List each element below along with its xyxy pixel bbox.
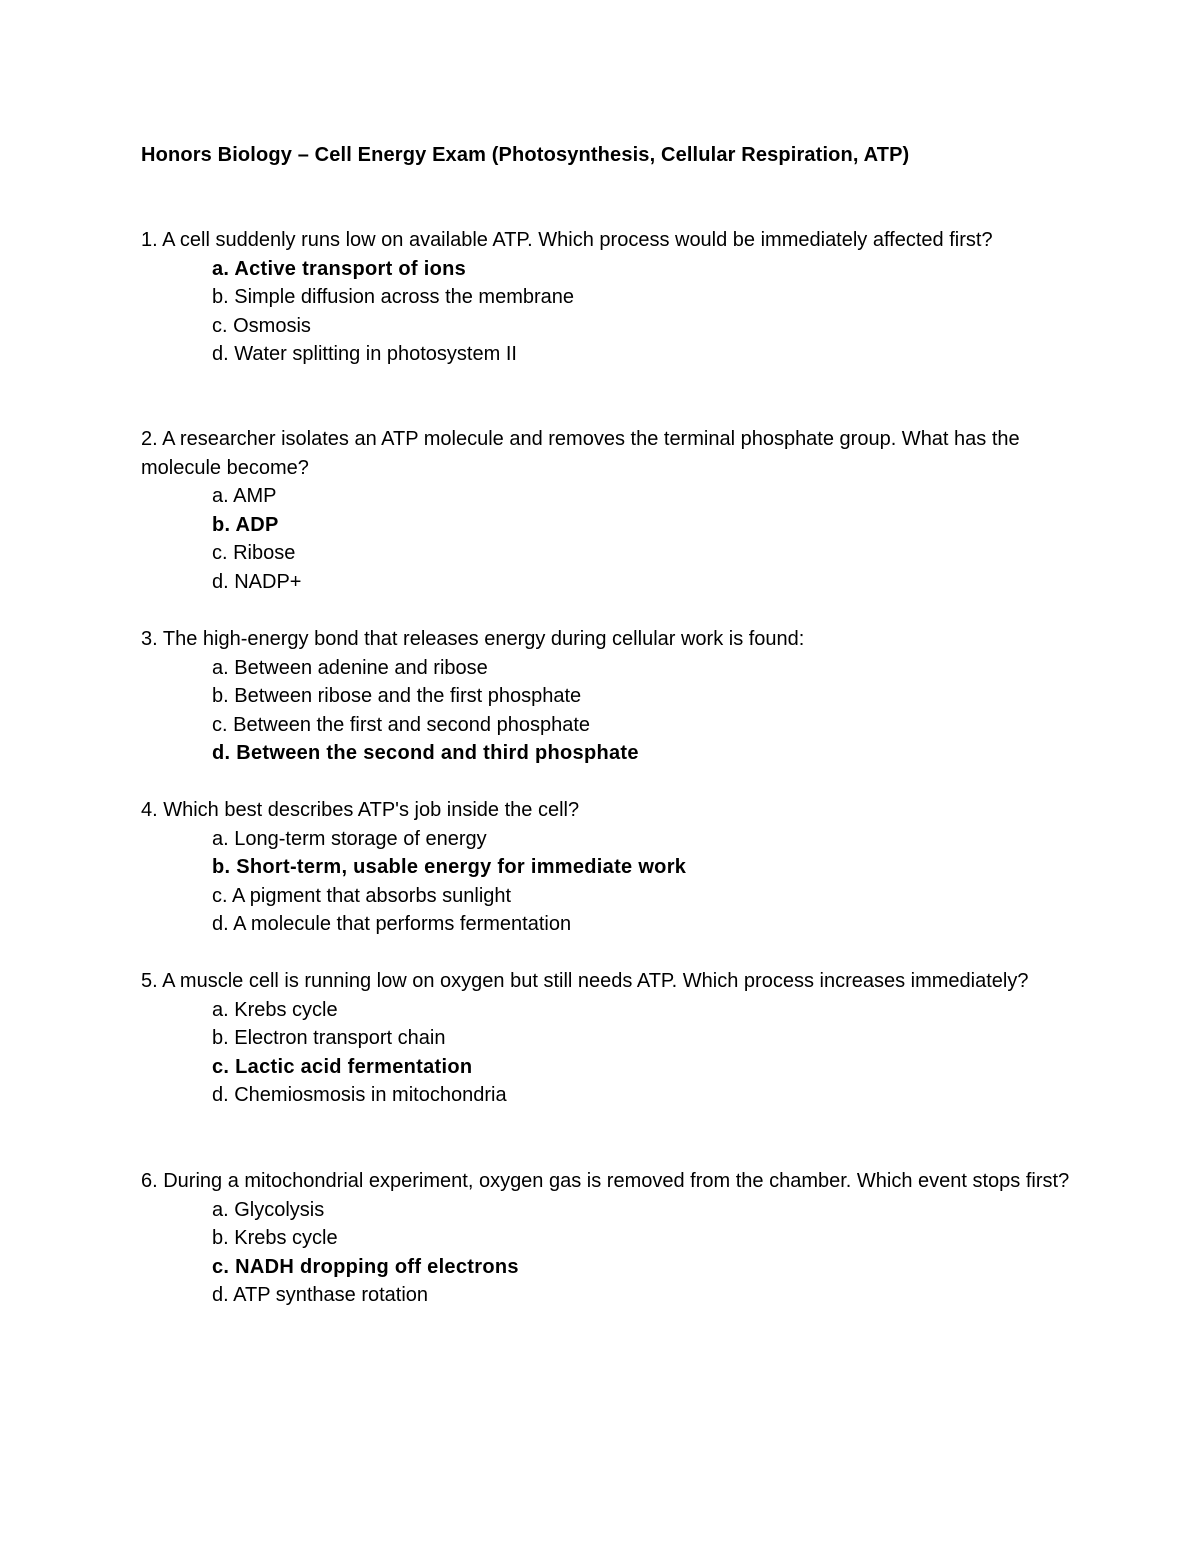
answer-options xyxy=(141,482,1071,596)
answer-option: a. Between adenine and ribose xyxy=(212,656,488,679)
answer-option: a. Long-term storage of energy xyxy=(212,827,487,850)
answer-options xyxy=(141,996,1071,1110)
answer-option: d. NADP+ xyxy=(212,570,302,593)
question-1 xyxy=(141,226,1071,369)
question-text: 3. The high-energy bond that releases energy during cellular work is found: xyxy=(141,628,805,650)
answer-option: c. Osmosis xyxy=(212,314,311,337)
exam-title: Honors Biology – Cell Energy Exam (Photosynthesis, Cellular Respiration, ATP) xyxy=(141,144,910,166)
answer-option: a. Glycolysis xyxy=(212,1198,325,1221)
answer-option: b. Krebs cycle xyxy=(212,1227,338,1249)
answer-option: d. Water splitting in photosystem II xyxy=(212,343,517,365)
answer-option: a. AMP xyxy=(212,485,277,507)
question-2 xyxy=(141,425,1071,596)
answer-option: c. NADH dropping off electrons xyxy=(212,1255,519,1278)
answer-option: c. Between the first and second phosphate xyxy=(212,713,591,736)
answer-option: c. Lactic acid fermentation xyxy=(212,1055,473,1078)
answer-option: c. A pigment that absorbs sunlight xyxy=(212,884,512,907)
answer-options xyxy=(141,1196,1071,1310)
question-text: 4. Which best describes ATP's job inside the cell? xyxy=(141,799,580,821)
question-text: 5. A muscle cell is running low on oxygen but still needs ATP. Which process increases immediately? xyxy=(141,970,1029,992)
answer-option: b. Short-term, usable energy for immediate work xyxy=(212,856,687,878)
answer-option: d. ATP synthase rotation xyxy=(212,1284,429,1306)
answer-option: b. Electron transport chain xyxy=(212,1027,446,1049)
answer-option: b. ADP xyxy=(212,513,279,536)
answer-option: a. Krebs cycle xyxy=(212,998,338,1021)
answer-options xyxy=(141,654,1071,768)
answer-options xyxy=(141,825,1071,939)
answer-option: d. Chemiosmosis in mitochondria xyxy=(212,1084,507,1106)
question-text: 1. A cell suddenly runs low on available ATP. Which process would be immediately affected first? xyxy=(141,229,993,251)
answer-option: b. Between ribose and the first phosphate xyxy=(212,685,582,707)
answer-option: c. Ribose xyxy=(212,542,296,564)
question-3 xyxy=(141,625,1071,768)
question-text: 6. During a mitochondrial experiment, oxygen gas is removed from the chamber. Which event stops first? xyxy=(141,1170,1070,1192)
answer-option: d. Between the second and third phosphate xyxy=(212,742,639,764)
answer-option: d. A molecule that performs fermentation xyxy=(212,913,572,935)
question-5 xyxy=(141,967,1071,1110)
answer-options xyxy=(141,255,1071,369)
question-4 xyxy=(141,796,1071,939)
answer-option: b. Simple diffusion across the membrane xyxy=(212,286,575,308)
answer-option: a. Active transport of ions xyxy=(212,257,467,280)
question-text: 2. A researcher isolates an ATP molecule and removes the terminal phosphate group. What has the molecule become? xyxy=(141,428,1020,479)
question-6 xyxy=(141,1167,1071,1310)
